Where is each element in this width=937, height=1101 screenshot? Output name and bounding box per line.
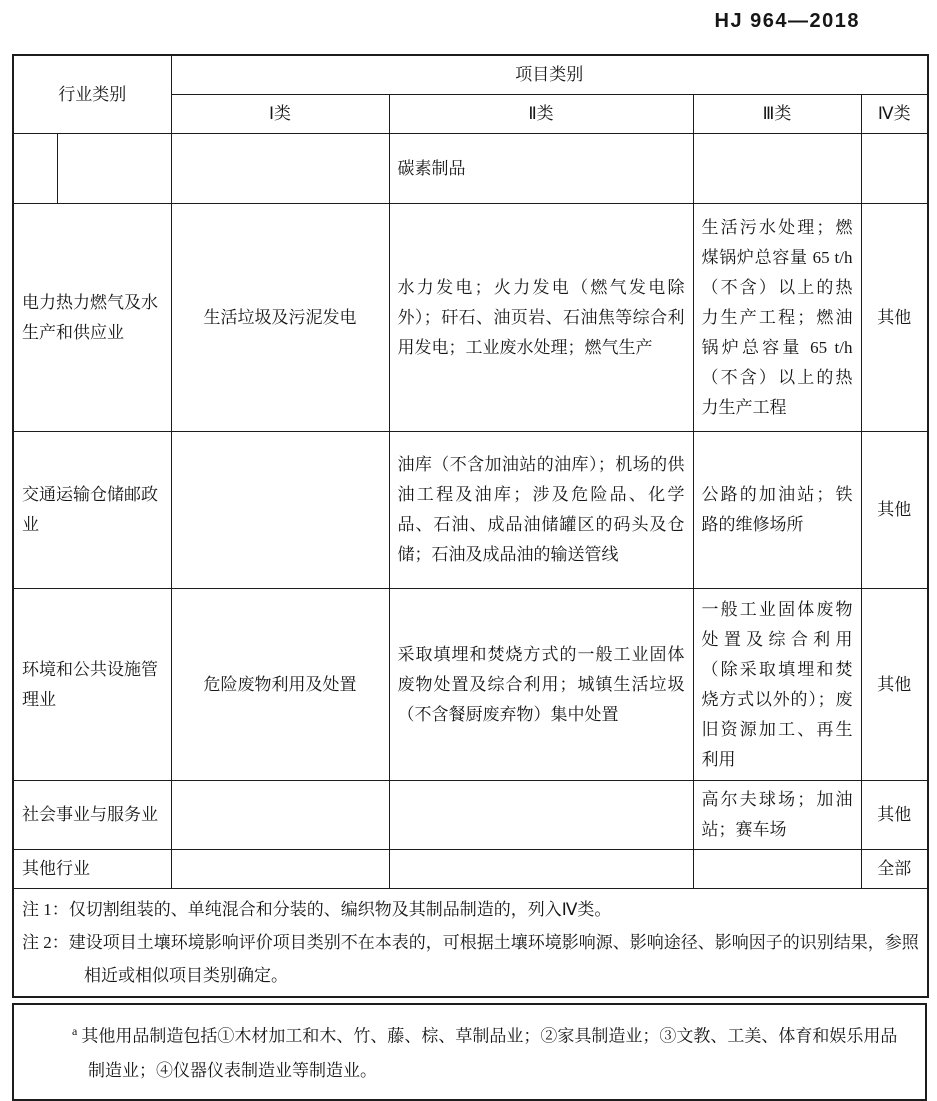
footnote-text: 其他用品制造包括①木材加工和木、竹、藤、棕、草制品业；②家具制造业；③文教、工美、体育和娱乐用品制造业；④仪器仪表制造业等制造业。 [81,1026,898,1080]
cell-class2: 油库（不含加油站的油库）；机场的供油工程及油库；涉及危险品、化学品、石油、成品油储罐区的码头及仓储；石油及成品油的输送管线 [389,432,693,589]
cell-class2: 水力发电；火力发电（燃气发电除外）；矸石、油页岩、石油焦等综合利用发电；工业废水处理；燃气生产 [389,204,693,432]
cell-class3: 公路的加油站；铁路的维修场所 [693,432,861,589]
cell-class1 [171,850,389,889]
cell-class4: 其他 [861,589,928,781]
cell-class1: 生活垃圾及污泥发电 [171,204,389,432]
cell-industry: 电力热力燃气及水生产和供应业 [13,204,171,432]
cell-industry: 社会事业与服务业 [13,781,171,850]
header-industry-category: 行业类别 [13,55,171,134]
header-class-3: Ⅲ类 [693,95,861,134]
table-row-other-industries [13,850,928,889]
note-2-text: 建设项目土壤环境影响评价项目类别不在本表的，可根据土壤环境影响源、影响途径、影响因子的识别结果，参照相近或相似项目类别确定。 [68,933,919,985]
cell-class2: 采取填埋和焚烧方式的一般工业固体废物处置及综合利用；城镇生活垃圾（不含餐厨废弃物）集中处置 [389,589,693,781]
cell-class3: 生活污水处理；燃煤锅炉总容量 65 t/h（不含）以上的热力生产工程；燃油锅炉总容量 65 t/h（不含）以上的热力生产工程 [693,204,861,432]
header-class-4: Ⅳ类 [861,95,928,134]
doc-number: HJ 964—2018 [714,10,860,32]
cell-class2 [389,850,693,889]
notes-cell [13,889,928,998]
note-2 [22,926,919,992]
header-class-2: Ⅱ类 [389,95,693,134]
note-2-label: 注 2： [22,933,69,952]
note-1-text: 仅切割组装的、单纯混合和分装的、编织物及其制品制造的，列入Ⅳ类。 [68,900,612,919]
cell-industry [57,134,171,204]
cell-industry-sub [13,134,57,204]
cell-class4: 其他 [861,781,928,850]
table-row-power-heat-gas-water [13,204,928,432]
cell-class3 [693,850,861,889]
cell-industry: 交通运输仓储邮政业 [13,432,171,589]
footnote-marker: a [72,1024,78,1038]
cell-industry: 环境和公共设施管理业 [13,589,171,781]
cell-class1 [171,432,389,589]
note-1-label: 注 1： [22,900,69,919]
cell-class1: 危险废物利用及处置 [171,589,389,781]
cell-class4: 全部 [861,850,928,889]
footnote [14,1014,899,1088]
cell-class2: 碳素制品 [389,134,693,204]
cell-class3: 一般工业固体废物处置及综合利用（除采取填埋和焚烧方式以外的）；废旧资源加工、再生利用 [693,589,861,781]
project-category-table [12,54,929,998]
table-notes-row [13,889,928,998]
table-row-transport-storage-postal [13,432,928,589]
table-row-social-services [13,781,928,850]
cell-class4: 其他 [861,432,928,589]
note-1 [22,893,919,926]
cell-class1 [171,781,389,850]
header-class-1: Ⅰ类 [171,95,389,134]
cell-class4 [861,134,928,204]
cell-class2 [389,781,693,850]
header-project-category: 项目类别 [171,55,928,95]
footnote-box [12,1003,927,1101]
cell-class3: 高尔夫球场；加油站；赛车场 [693,781,861,850]
table-row-environment-public-facilities [13,589,928,781]
cell-class1 [171,134,389,204]
cell-class3 [693,134,861,204]
table-row-continuation [13,134,928,204]
cell-class4: 其他 [861,204,928,432]
cell-industry: 其他行业 [13,850,171,889]
